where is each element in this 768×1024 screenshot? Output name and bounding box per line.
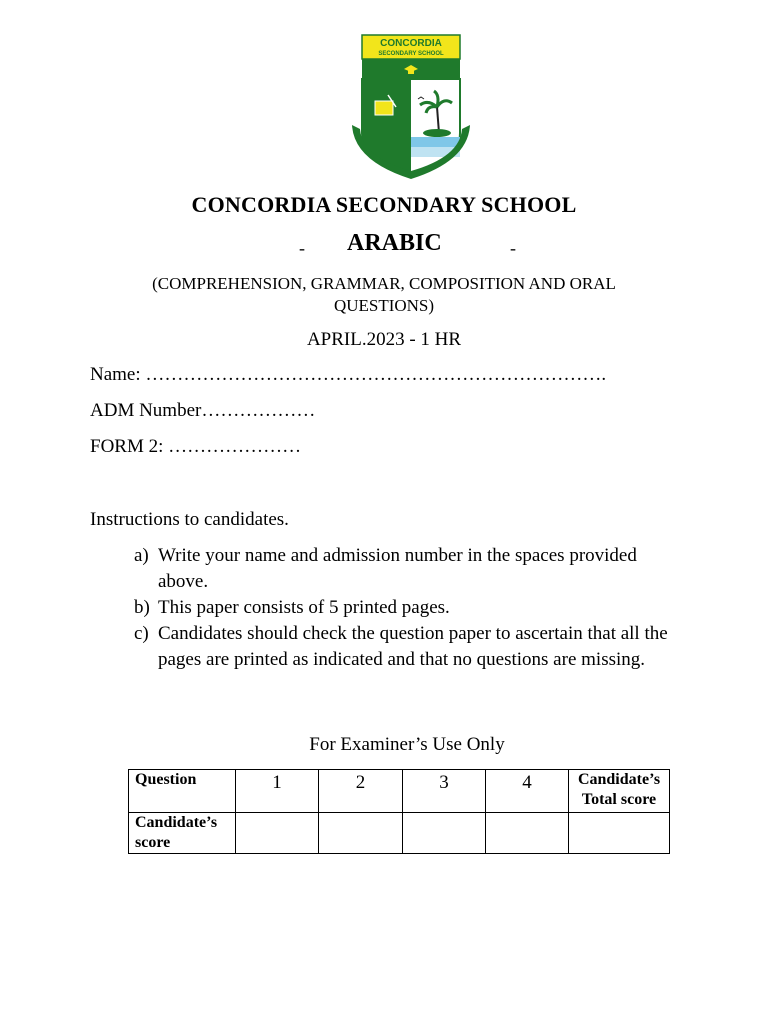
examiner-score-table bbox=[128, 769, 670, 854]
score-cell bbox=[319, 813, 403, 854]
school-name: CONCORDIA SECONDARY SCHOOL bbox=[191, 192, 577, 217]
score-cell bbox=[403, 813, 486, 854]
instruction-marker: b) bbox=[134, 597, 150, 618]
name-field: Name: ………………………………………………………………. bbox=[90, 364, 607, 385]
table-score-row bbox=[129, 813, 670, 854]
form-field: FORM 2: ………………… bbox=[90, 436, 302, 457]
instructions-title: Instructions to candidates. bbox=[90, 509, 289, 530]
table-header-total: Candidate’s Total score bbox=[569, 770, 670, 813]
instruction-text: Write your name and admission number in the spaces provided above. bbox=[158, 545, 637, 592]
subject-title: ARABIC bbox=[347, 230, 442, 256]
subject-dash-right: - bbox=[510, 238, 516, 258]
instruction-item bbox=[134, 595, 679, 621]
adm-number-field: ADM Number……………… bbox=[90, 400, 316, 421]
instructions-list bbox=[134, 543, 679, 673]
table-header-q4: 4 bbox=[486, 770, 569, 813]
table-header-q1: 1 bbox=[236, 770, 319, 813]
instruction-marker: a) bbox=[134, 545, 149, 566]
score-row-label: Candidate’s score bbox=[129, 813, 236, 854]
school-crest-logo bbox=[344, 33, 480, 183]
exam-date-duration: APRIL.2023 - 1 HR bbox=[306, 329, 462, 350]
instruction-text: This paper consists of 5 printed pages. bbox=[158, 597, 450, 618]
table-header-question: Question bbox=[129, 770, 236, 813]
score-cell bbox=[486, 813, 569, 854]
svg-text:SECONDARY SCHOOL: SECONDARY SCHOOL bbox=[378, 51, 444, 57]
score-cell-total bbox=[569, 813, 670, 854]
instruction-text: Candidates should check the question paper to ascertain that all the pages are printed as indicated and that no questions are missing. bbox=[158, 623, 668, 670]
svg-text:CONCORDIA: CONCORDIA bbox=[380, 38, 442, 49]
table-header-q2: 2 bbox=[319, 770, 403, 813]
subject-row bbox=[0, 230, 768, 262]
instruction-item bbox=[134, 543, 679, 595]
instruction-item bbox=[134, 621, 679, 673]
subject-dash-left: - bbox=[299, 238, 305, 258]
table-header-row bbox=[129, 770, 670, 813]
score-cell bbox=[236, 813, 319, 854]
table-header-q3: 3 bbox=[403, 770, 486, 813]
instruction-marker: c) bbox=[134, 623, 149, 644]
examiner-use-title: For Examiner’s Use Only bbox=[309, 734, 505, 755]
paper-description: (COMPREHENSION, GRAMMAR, COMPOSITION AND ORAL QUESTIONS) bbox=[152, 274, 616, 315]
